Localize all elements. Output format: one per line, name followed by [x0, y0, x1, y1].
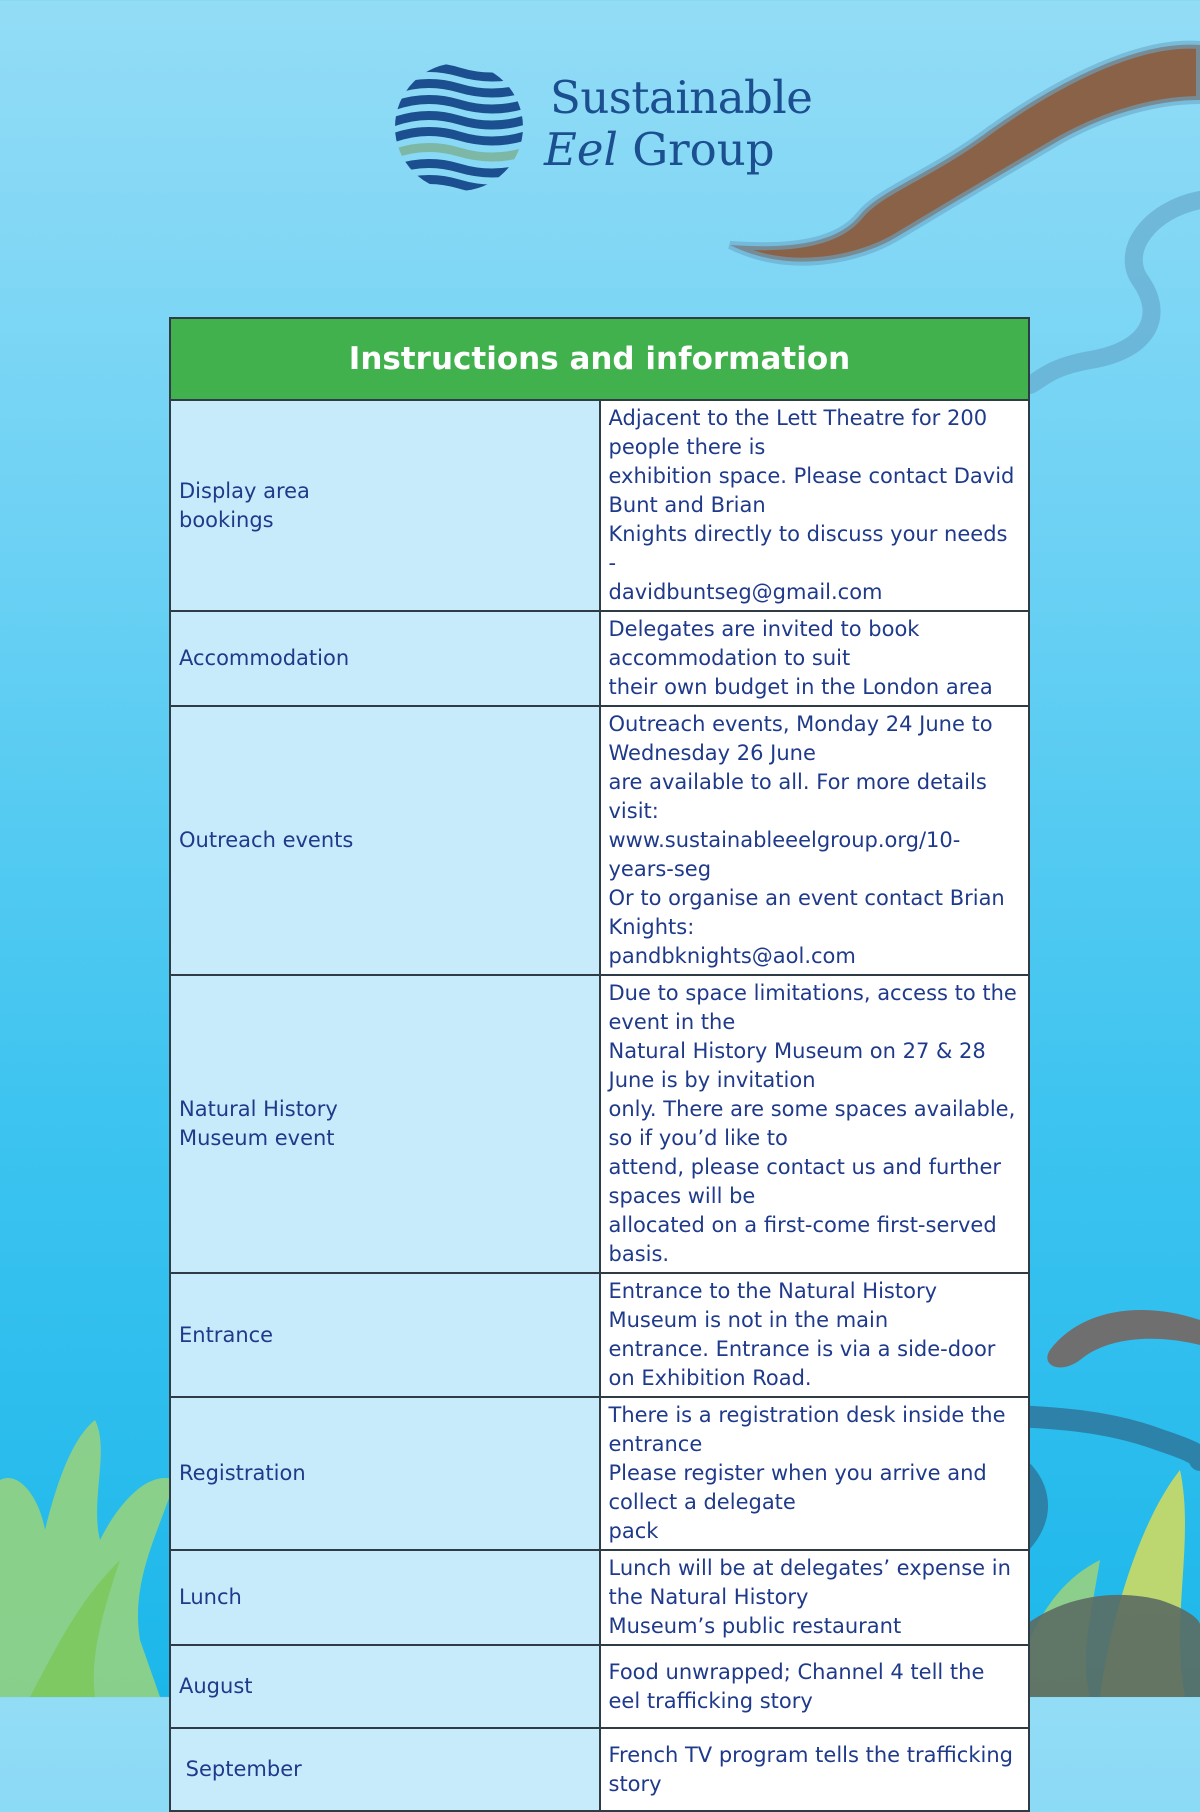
table-row [170, 975, 1029, 1273]
table-row [170, 706, 1029, 975]
row-label: Entrance [170, 1273, 600, 1397]
table-row [170, 1728, 1029, 1811]
logo-group-word: Group [632, 123, 775, 176]
row-value: There is a registration desk inside the entrance Please register when you arrive and collect a delegate pack [600, 1397, 1030, 1550]
logo-wordmark [544, 71, 813, 176]
table-row [170, 1397, 1029, 1550]
row-label: Natural History Museum event [170, 975, 600, 1273]
row-label: Registration [170, 1397, 600, 1550]
row-label: Lunch [170, 1550, 600, 1645]
row-value: French TV program tells the trafficking story [600, 1728, 1030, 1811]
info-table [169, 317, 1030, 1812]
table-row [170, 611, 1029, 706]
row-label: September [170, 1728, 600, 1811]
row-value: Lunch will be at delegates’ expense in the Natural History Museum’s public restaurant [600, 1550, 1030, 1645]
table-row [170, 1645, 1029, 1728]
eel-illustration-faint [1030, 200, 1200, 385]
table-row [170, 1273, 1029, 1397]
row-label: August [170, 1645, 600, 1728]
row-value: Due to space limitations, access to the event in the Natural History Museum on 27 & 28 June is by invitation only. There are some spaces available, so if you’d like to attend, please contact us and further spaces will be allocated on a first-come first-served basis. [600, 975, 1030, 1273]
wave-globe-icon [393, 62, 525, 192]
row-label: Accommodation [170, 611, 600, 706]
table-row [170, 1550, 1029, 1645]
logo [393, 62, 813, 197]
row-value: Entrance to the Natural History Museum is not in the main entrance. Entrance is via a side-door on Exhibition Road. [600, 1273, 1030, 1397]
row-value: Adjacent to the Lett Theatre for 200 people there is exhibition space. Please contact David Bunt and Brian Knights directly to discuss your needs - davidbuntseg@gmail.com [600, 400, 1030, 611]
table-row [170, 400, 1029, 611]
row-value: Food unwrapped; Channel 4 tell the eel trafficking story [600, 1645, 1030, 1728]
row-label: Display area bookings [170, 400, 600, 611]
table-title: Instructions and information [170, 318, 1029, 400]
logo-line-2 [544, 124, 812, 176]
row-label: Outreach events [170, 706, 600, 975]
logo-eel-word: Eel [544, 123, 618, 176]
row-value: Outreach events, Monday 24 June to Wednesday 26 June are available to all. For more details visit: www.sustainableeelgroup.org/10-years-seg Or to organise an event contact Brian Knights: pandbknights@aol.com [600, 706, 1030, 975]
row-value: Delegates are invited to book accommodation to suit their own budget in the London area [600, 611, 1030, 706]
eel-illustration-right [1047, 1310, 1200, 1367]
logo-line-1: Sustainable [550, 71, 813, 124]
